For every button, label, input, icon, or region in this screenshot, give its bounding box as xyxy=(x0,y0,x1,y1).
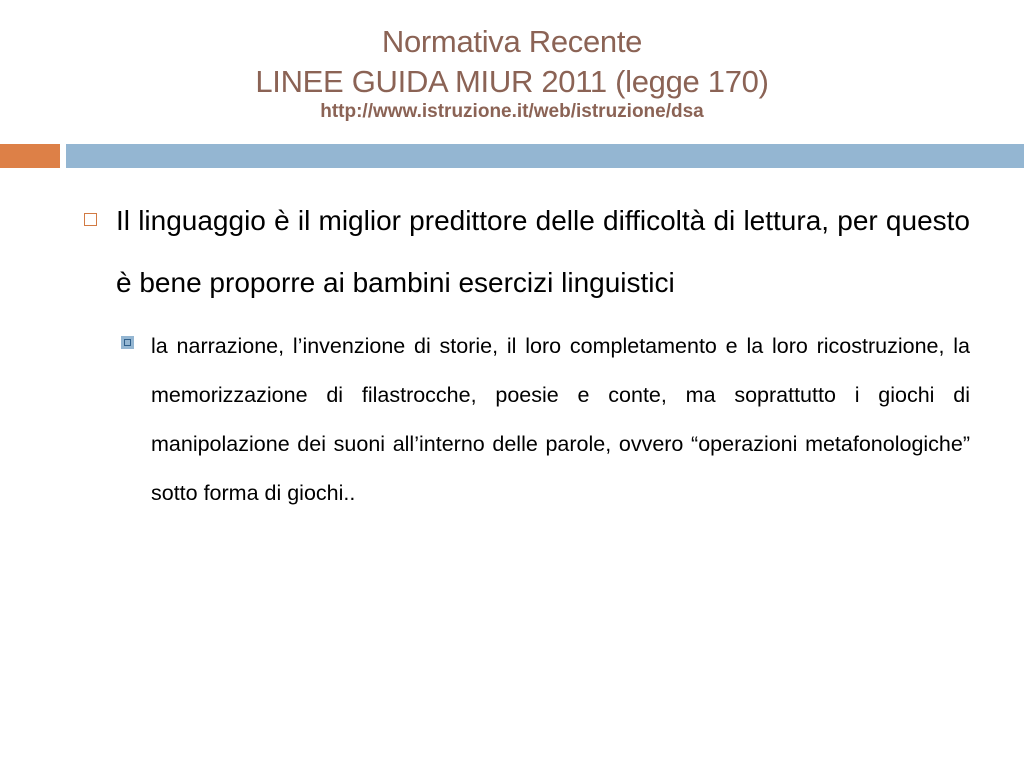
bullet-item xyxy=(80,190,970,314)
slide-body xyxy=(80,190,970,518)
blue-accent-bar xyxy=(66,144,1024,168)
orange-accent-bar xyxy=(0,144,60,168)
bullet-text: Il linguaggio è il miglior predittore delle difficoltà di lettura, per questo è bene proporre ai bambini esercizi linguistici xyxy=(116,205,970,298)
sub-bullet-text: la narrazione, l’invenzione di storie, il loro completamento e la loro ricostruzione, la memorizzazione di filastrocche, poesie e conte, ma soprattutto i giochi di manipolazione dei suoni all’interno delle parole, ovvero “operazioni metafonologiche” sotto forma di giochi.. xyxy=(151,334,970,505)
title-line-1: Normativa Recente xyxy=(381,24,643,59)
hollow-square-bullet-icon xyxy=(84,213,97,226)
title-line-2: LINEE GUIDA MIUR 2011 (legge 170) xyxy=(255,64,769,99)
filled-square-bullet-icon xyxy=(121,336,134,349)
sub-bullet-item xyxy=(118,322,970,518)
title-url: http://www.istruzione.it/web/istruzione/dsa xyxy=(320,101,704,122)
slide-title xyxy=(0,22,1024,122)
